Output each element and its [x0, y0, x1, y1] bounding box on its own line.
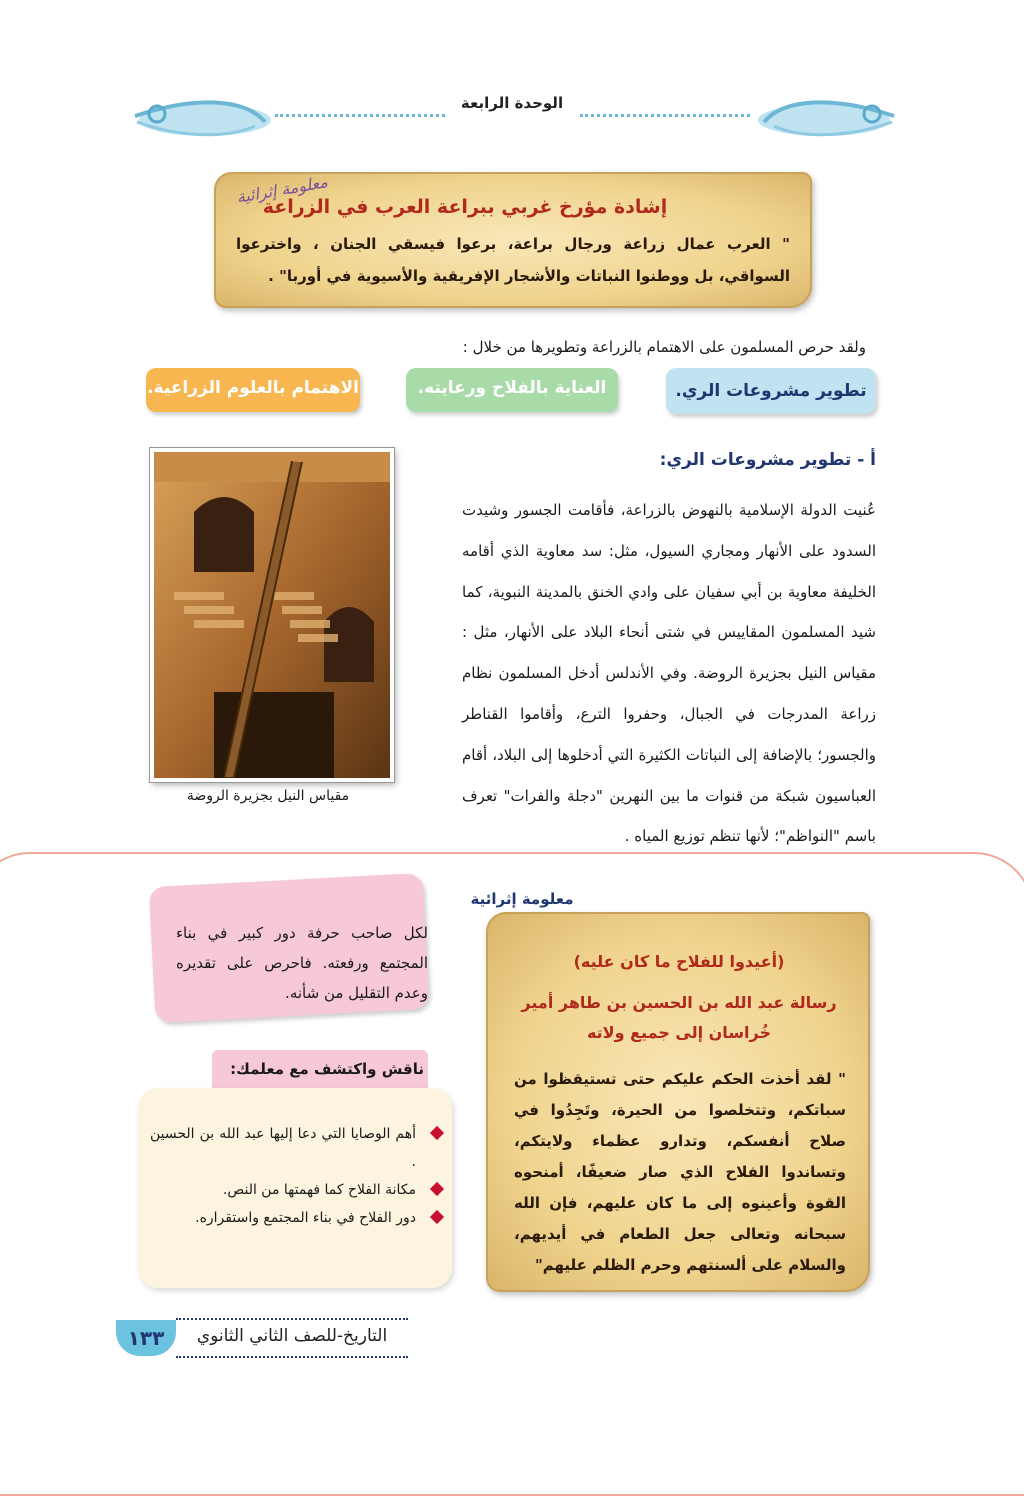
discuss-item: دور الفلاح في بناء المجتمع واستقراره. — [150, 1204, 442, 1232]
discuss-item: أهم الوصايا التي دعا إليها عبد الله بن الحسين . — [150, 1120, 442, 1176]
letter-title: (أعيدوا للفلاح ما كان عليه) — [573, 952, 785, 971]
header-ornament-left — [125, 92, 275, 142]
footer-dots-top — [176, 1318, 408, 1320]
section-title: أ - تطوير مشروعات الري: — [659, 450, 876, 470]
nilometer-illustration — [154, 452, 390, 778]
diamond-bullet-icon — [430, 1126, 444, 1140]
diamond-bullet-icon — [430, 1210, 444, 1224]
header-dots-left — [275, 114, 445, 117]
footer-book-title: التاريخ-للصف الثاني الثانوي — [196, 1326, 388, 1346]
discuss-item: مكانة الفلاح كما فهمتها من النص. — [150, 1176, 442, 1204]
header-ornament-right — [754, 92, 904, 142]
top-box-title: إشادة مؤرخ غربي ببراعة العرب في الزراعة — [262, 196, 668, 218]
enrichment-label: معلومة إثرائية — [470, 890, 574, 908]
page-number: ١٣٣ — [116, 1320, 176, 1356]
top-box-quote: " العرب عمال زراعة ورجال براعة، برعوا فيسقي الجنان ، واخترعوا السواقي، بل ووطنوا النباتات والأشجار الإفريقية والأسيوية في أوربا" . — [236, 235, 790, 285]
enrichment-tag: معلومة إثرائية — [235, 172, 330, 207]
pink-note-text: لكل صاحب حرفة دور كبير في بناء المجتمع ورفعته. فاحرص على تقديره وعدم التقليل من شأنه. — [176, 924, 428, 1002]
pill-irrigation: تطوير مشروعات الري. — [666, 368, 876, 414]
diamond-bullet-icon — [430, 1182, 444, 1196]
pill-agri-sciences: الاهتمام بالعلوم الزراعية. — [146, 368, 360, 412]
header-dots-right — [580, 114, 750, 117]
nilometer-photo — [150, 448, 394, 782]
section-body: عُنيت الدولة الإسلامية بالنهوض بالزراعة، فأقامت الجسور وشيدت السدود على الأنهار ومجاري السيول، مثل: سد معاوية الذي أقامه الخليفة معاوية بن أبي سفيان على وادي الخنق بالمدينة النبوية، كما شيد المسلمون المقاييس في شتى أنحاء البلاد على الأنهار، مثل : مقياس النيل بجزيرة الروضة. وفي الأندلس أدخل المسلمون نظام زراعة المدرجات في الجبال، وحفروا الترع، وأقاموا القناطر والجسور؛ بالإضافة إلى النباتات الكثيرة التي أدخلوها إلى البلاد، أقام العباسيون شبكة من قنوات ما بين النهرين "دجلة والفرات" تعرف باسم "النواظم"؛ لأنها تنظم توزيع المياه . — [462, 501, 876, 846]
unit-title: الوحدة الرابعة — [460, 94, 564, 112]
letter-subtitle: رسالة عبد الله بن الحسين بن طاهر أمير خُراسان إلى جميع ولاته — [521, 993, 837, 1042]
footer-dots-bottom — [176, 1356, 408, 1358]
letter-body: " لقد أخذت الحكم عليكم حتى تستيقظوا من سباتكم، وتتخلصوا من الحيرة، وتَجِدُوا في صلاح أنفسكم، وتدارو عظماء ولايتكم، وتساندوا الفلاح الذي صار ضعيفًا، أمنحوه القوة وأعينوه إلى ما كان عليهم، فإن الله سبحانه وتعالى جعل الطعام في أيديهم، والسلام على ألسنتهم وحرم الظلم عليهم" — [514, 1070, 846, 1274]
discuss-list — [150, 1120, 442, 1232]
photo-caption: مقياس النيل بجزيرة الروضة — [186, 788, 350, 804]
intro-text: ولقد حرص المسلمون على الاهتمام بالزراعة وتطويرها من خلال : — [462, 338, 866, 356]
discuss-heading: ناقش واكتشف مع معلمك: — [230, 1060, 424, 1078]
pill-farmer-care: العناية بالفلاح ورعايته. — [406, 368, 618, 412]
